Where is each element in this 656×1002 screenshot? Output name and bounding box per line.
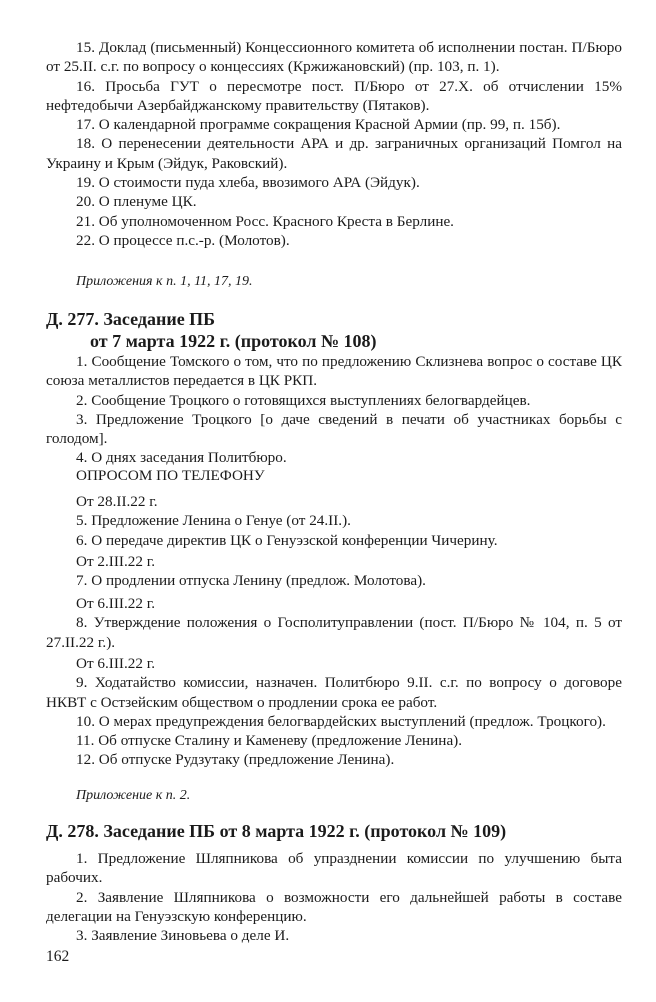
date-line: От 28.II.22 г. <box>76 493 158 510</box>
list-item: 2. Заявление Шляпникова о возможности его дальнейшей работы в составе делегации на Генуэзскую конференцию. <box>46 888 622 925</box>
list-item: 12. Об отпуске Рудзутаку (предложение Ленина). <box>76 751 395 769</box>
list-item: 7. О продлении отпуска Ленину (предлож. Молотова). <box>76 572 426 590</box>
appendix-note: Приложение к п. 2. <box>76 788 191 803</box>
appendix-note-top <box>46 273 622 291</box>
phone-heading-block <box>46 466 622 485</box>
list-item: 18. О перенесении деятельности АРА и др. заграничных организаций Помгол на Украину и Крым (Эйдук, Раковский). <box>46 135 622 172</box>
list-item: 5. Предложение Ленина о Генуе (от 24.II.). <box>76 512 351 530</box>
phone-poll-heading: ОПРОСОМ ПО ТЕЛЕФОНУ <box>76 467 265 484</box>
date-block-4 <box>46 654 622 770</box>
list-item: 22. О процессе п.с.-р. (Молотов). <box>76 231 290 249</box>
page-number-block <box>46 947 622 966</box>
list-item: 2. Сообщение Троцкого о готовящихся выступлениях белогвардейцев. <box>76 391 531 409</box>
heading-line-1: Д. 277. Заседание ПБ <box>46 309 216 329</box>
continued-items <box>46 38 622 250</box>
section-heading <box>46 308 622 352</box>
list-item: 17. О календарной программе сокращения Красной Армии (пр. 99, п. 15б). <box>76 116 561 134</box>
appendix-note-277 <box>46 787 622 805</box>
list-item: 21. Об уполномоченном Росс. Красного Креста в Берлине. <box>76 212 454 230</box>
date-block-1 <box>46 492 622 550</box>
list-item: 15. Доклад (письменный) Концессионного комитета об исполнении постан. П/Бюро от 25.II. с.г. по вопросу о концессиях (Кржижановский) (пр. 103, п. 1). <box>46 39 622 76</box>
section-heading-278 <box>46 820 622 842</box>
list-item: 19. О стоимости пуда хлеба, ввозимого АРА (Эйдук). <box>76 174 420 192</box>
date-block-2 <box>46 552 622 591</box>
list-item: 1. Предложение Шляпникова об упразднении комиссии по улучшению быта рабочих. <box>46 850 622 887</box>
appendix-note: Приложения к п. 1, 11, 17, 19. <box>76 274 253 289</box>
section-heading: Д. 278. Заседание ПБ от 8 марта 1922 г. (протокол № 109) <box>46 821 507 841</box>
list-item: 11. Об отпуске Сталину и Каменеву (предложение Ленина). <box>76 732 463 750</box>
date-line: От 6.III.22 г. <box>76 655 156 672</box>
heading-line-2: от 7 марта 1922 г. (протокол № 108) <box>90 331 377 351</box>
list-item: 6. О передаче директив ЦК о Генуэзской конференции Чичерину. <box>76 531 498 549</box>
page-number: 162 <box>46 948 70 965</box>
date-block-3 <box>46 594 622 652</box>
section-heading-277 <box>46 308 622 352</box>
list-item: 8. Утверждение положения о Госполитуправлении (пост. П/Бюро № 104, п. 5 от 27.II.22 г.). <box>46 614 622 651</box>
d278-items <box>46 849 622 945</box>
list-item: 3. Предложение Троцкого [о даче сведений в печати об участниках борьбы с голодом]. <box>46 410 622 448</box>
list-item: 1. Сообщение Томского о том, что по предложению Склизнева вопрос о составе ЦК союза металлистов передается в ЦК РКП. <box>46 353 622 390</box>
date-line: От 2.III.22 г. <box>76 553 156 570</box>
list-item: 20. О пленуме ЦК. <box>76 193 197 211</box>
list-item: 16. Просьба ГУТ о пересмотре пост. П/Бюро от 27.X. об отчислении 15% нефтедобычи Азербайджанскому правительству (Пятаков). <box>46 77 622 114</box>
list-item: 3. Заявление Зиновьева о деле И. <box>76 927 290 945</box>
list-item: 9. Ходатайство комиссии, назначен. Политбюро 9.II. с.г. по вопросу о договоре НКВТ с Остзейским обществом о продлении срока ее работ. <box>46 674 622 711</box>
list-item: 4. О днях заседания Политбюро. <box>76 449 287 467</box>
d277-items <box>46 352 622 468</box>
list-item: 10. О мерах предупреждения белогвардейских выступлений (предлож. Троцкого). <box>76 712 606 730</box>
date-line: От 6.III.22 г. <box>76 595 156 612</box>
